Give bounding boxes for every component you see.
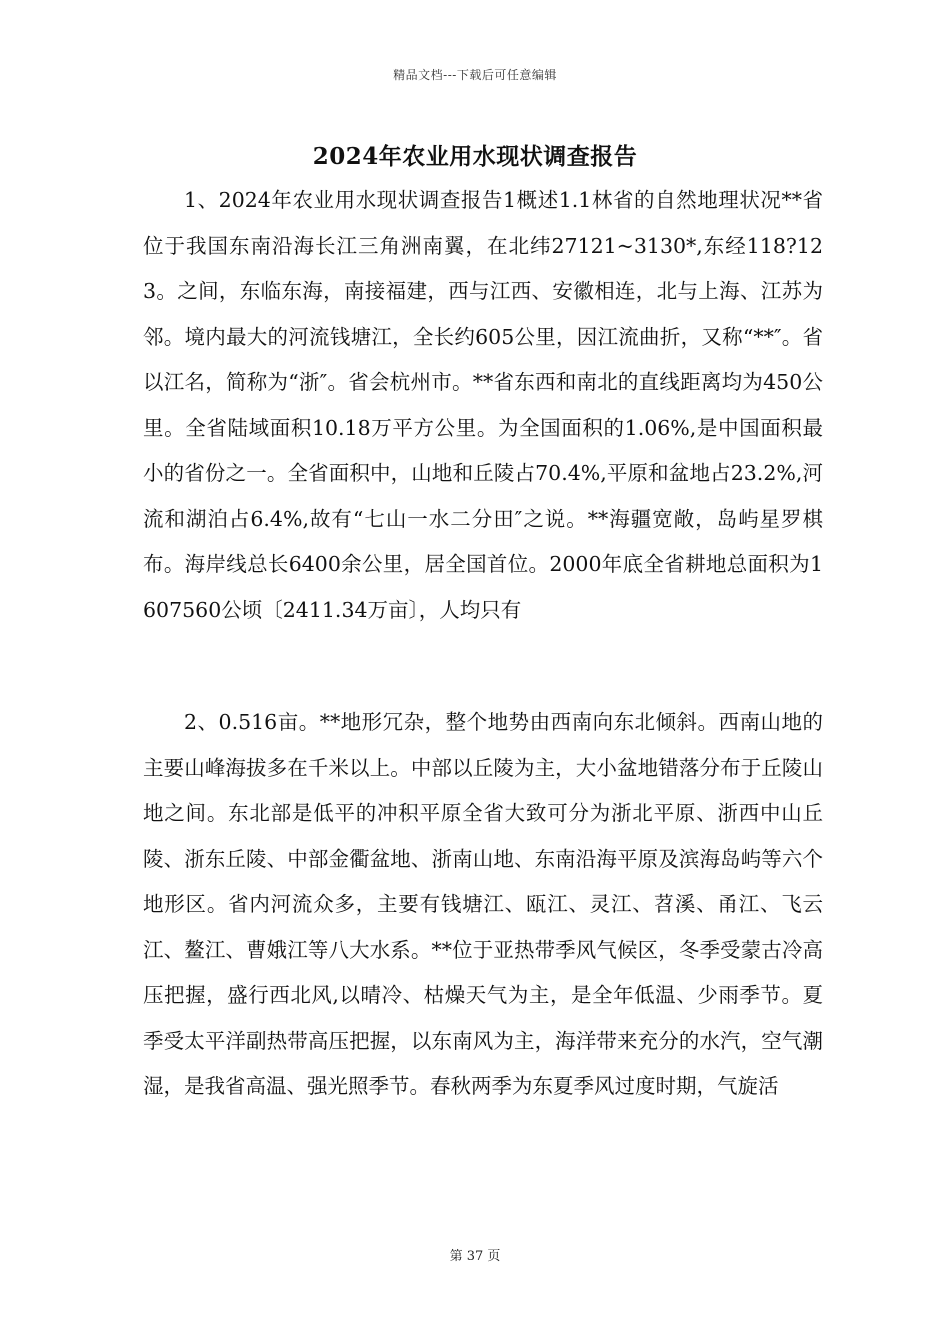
body-paragraph-2: 2、0.516亩。**地形冗杂，整个地势由西南向东北倾斜。西南山地的主要山峰海拔多在千米以上。中部以丘陵为主，大小盆地错落分布于丘陵山地之间。东北部是低平的冲积平原全省大致可分为浙北平原、浙西中山丘陵、浙东丘陵、中部金衢盆地、浙南山地、东南沿海平原及滨海岛屿等六个地形区。省内河流众多，主要有钱塘江、瓯江、灵江、苕溪、甬江、飞云江、鳌江、曹娥江等八大水系。**位于亚热带季风气候区，冬季受蒙古冷高压把握，盛行西北风,以晴冷、枯燥天气为主，是全年低温、少雨季节。夏季受太平洋副热带高压把握，以东南风为主，海洋带来充分的水汽，空气潮湿，是我省高温、强光照季节。春秋两季为东夏季风过度时期，气旋活 [143, 710, 823, 1098]
body-paragraph-1: 1、2024年农业用水现状调查报告1概述1.1林省的自然地理状况**省位于我国东南沿海长江三角洲南翼，在北纬27121~3130*,东经118?123。之间，东临东海，南接福建，西与江西、安徽相连，北与上海、江苏为邻。境内最大的河流钱塘江，全长约605公里，因江流曲折，又称“**″。省以江名，简称为“浙″。省会杭州市。**省东西和南北的直线距离均为450公里。全省陆域面积10.18万平方公里。为全国面积的1.06%,是中国面积最小的省份之一。全省面积中，山地和丘陵占70.4%,平原和盆地占23.2%,河流和湖泊占6.4%,故有“七山一水二分田″之说。**海疆宽敞，岛屿星罗棋布。海岸线总长6400余公里，居全国首位。2000年底全省耕地总面积为1607560公顷〔2411.34万亩〕，人均只有 [143, 188, 823, 622]
header-note: 精品文档---下载后可任意编辑 [393, 68, 557, 82]
page-number: 第 37 页 [449, 1249, 501, 1264]
document-title: 2024年农业用水现状调查报告 [312, 143, 638, 170]
